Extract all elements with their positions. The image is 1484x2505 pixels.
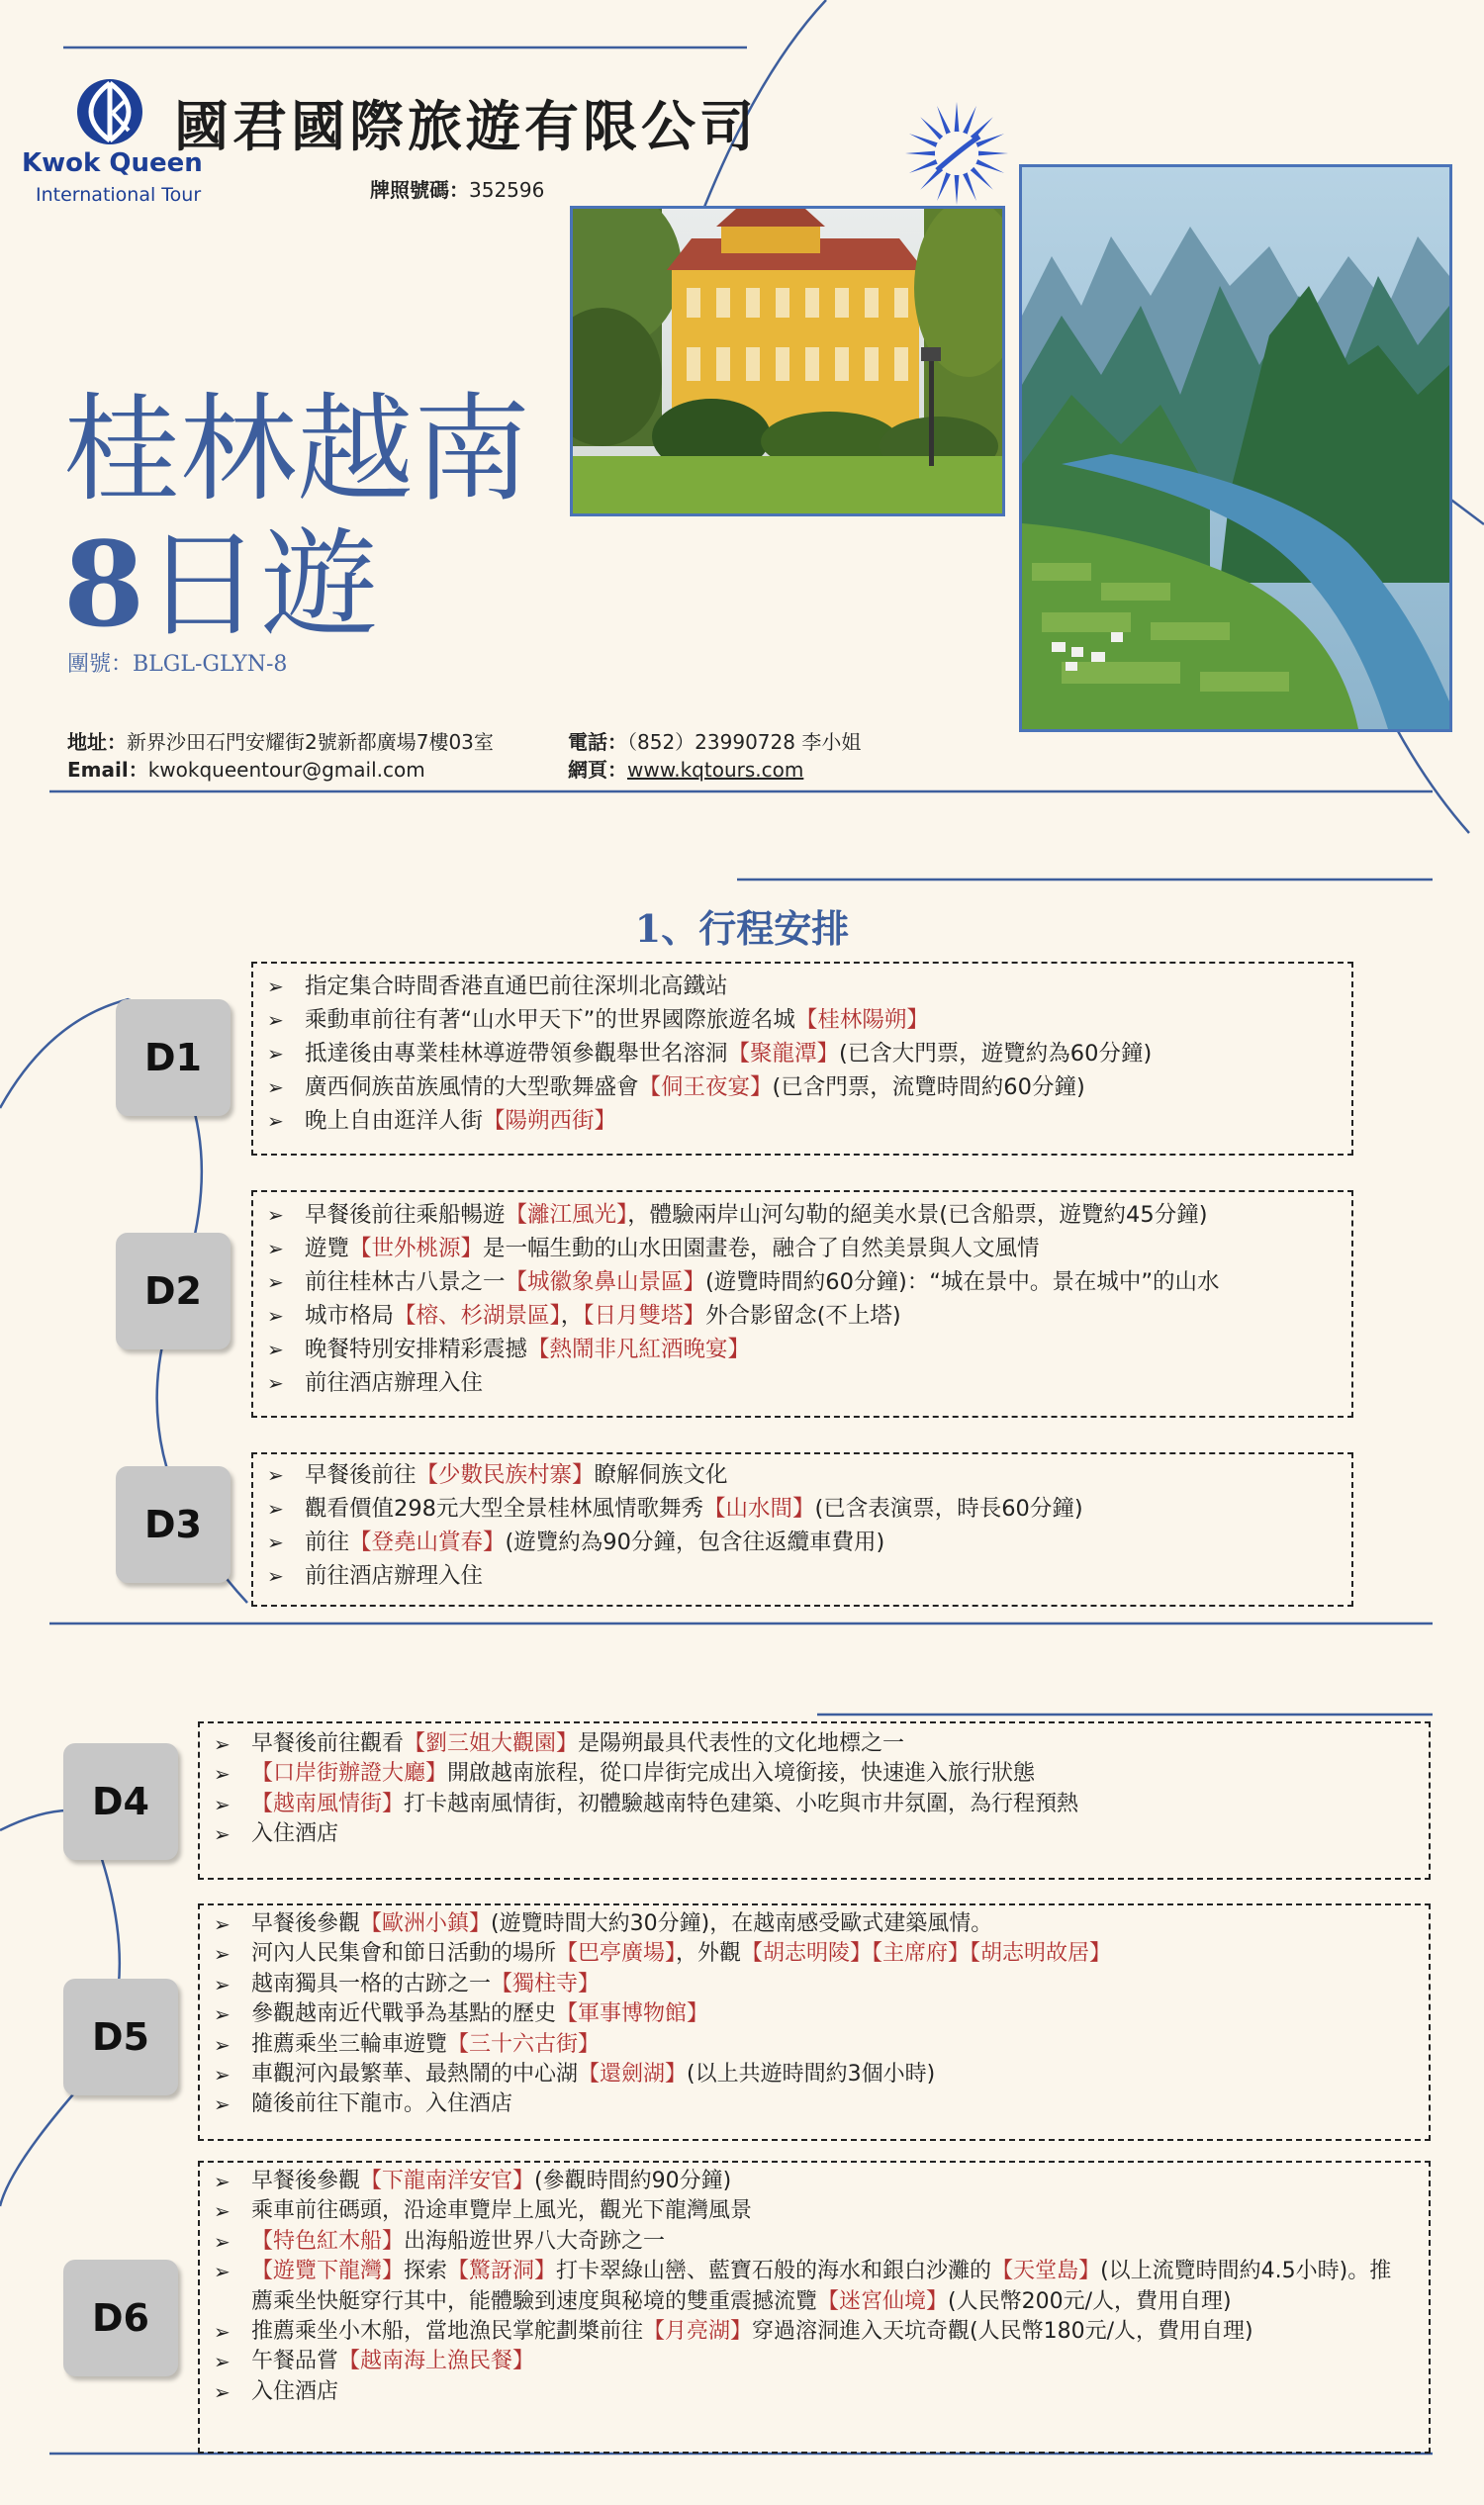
item-text: 外合影留念(不上塔) bbox=[705, 1303, 901, 1329]
highlight-place: 【劉三姐大觀園】 bbox=[404, 1731, 579, 1756]
item-text: ， bbox=[560, 1303, 584, 1329]
highlight-place: 【下龍南洋安官】 bbox=[360, 2169, 535, 2193]
arrow-bullet-icon: ➢ bbox=[214, 2170, 231, 2193]
item-text: 早餐後參觀 bbox=[251, 2169, 361, 2193]
item-text: 入住酒店 bbox=[251, 1821, 339, 1847]
palace-photo bbox=[570, 206, 1005, 516]
arrow-bullet-icon: ➢ bbox=[267, 1042, 284, 1066]
item-text: 探索 bbox=[404, 2259, 448, 2284]
website-link[interactable]: www.kqtours.com bbox=[627, 758, 804, 782]
highlight-place: 【世外桃源】 bbox=[349, 1236, 484, 1261]
phone-line bbox=[568, 726, 861, 755]
itinerary-item bbox=[253, 1559, 1351, 1593]
highlight-place: 【侗王夜宴】 bbox=[638, 1074, 773, 1100]
itinerary-item bbox=[200, 1970, 1429, 1999]
item-text: 打卡翠綠山巒、藍寶石般的海水和銀白沙灘的 bbox=[556, 2259, 992, 2284]
highlight-place: 【胡志明陵】【主席府】【胡志明故居】 bbox=[741, 1941, 1112, 1967]
item-text: 車觀河內最繁華、最熱鬧的中心湖 bbox=[251, 2062, 579, 2088]
itinerary-item bbox=[253, 1104, 1351, 1138]
itinerary-item bbox=[253, 1299, 1351, 1333]
arrow-bullet-icon: ➢ bbox=[267, 1531, 284, 1554]
itinerary-item bbox=[253, 1265, 1351, 1299]
arrow-bullet-icon: ➢ bbox=[214, 2379, 231, 2404]
arrow-bullet-icon: ➢ bbox=[214, 2002, 231, 2027]
arrow-bullet-icon: ➢ bbox=[214, 1732, 231, 1756]
highlight-place: 【榕、杉湖景區】 bbox=[394, 1303, 561, 1329]
item-text: 指定集合時間香港直通巴前往深圳北高鐵站 bbox=[305, 974, 728, 999]
sun-ray bbox=[920, 117, 943, 139]
day-tag-d5: D5 bbox=[63, 1979, 178, 2095]
sun-ray bbox=[909, 134, 938, 147]
item-text: 入住酒店 bbox=[251, 2378, 339, 2404]
arrow-bullet-icon: ➢ bbox=[214, 1912, 231, 1936]
highlight-place: 【特色紅木船】 bbox=[251, 2228, 405, 2254]
day-tag-d6: D6 bbox=[63, 2260, 178, 2376]
arrow-bullet-icon: ➢ bbox=[267, 1338, 284, 1361]
itinerary-item bbox=[200, 1999, 1429, 2029]
email-line bbox=[67, 754, 425, 783]
highlight-place: 【月亮湖】 bbox=[643, 2319, 753, 2345]
itinerary-item bbox=[200, 1819, 1429, 1849]
item-text: (以上流覽時間約4.5小時)。推薦乘坐快艇穿行其中，能體驗到速度與秘境的雙重震撼流覽 bbox=[251, 2259, 1392, 2314]
item-text: 早餐後前往乘船暢遊 bbox=[305, 1202, 506, 1228]
arrow-bullet-icon: ➢ bbox=[214, 2260, 231, 2284]
arrow-bullet-icon: ➢ bbox=[214, 2063, 231, 2088]
item-text: 早餐後參觀 bbox=[251, 1911, 361, 1936]
tour-code-value: BLGL-GLYN-8 bbox=[133, 652, 288, 677]
sun-ray bbox=[963, 106, 976, 135]
itinerary-list-d5 bbox=[200, 1909, 1429, 2120]
guilin-landscape-photo bbox=[1019, 164, 1452, 732]
highlight-place: 【陽朔西街】 bbox=[483, 1108, 617, 1134]
item-text: 前往桂林古八景之一 bbox=[305, 1269, 506, 1295]
item-text: 推薦乘坐小木船，當地漁民掌舵劃槳前往 bbox=[251, 2319, 644, 2345]
highlight-place: 【聚龍潭】 bbox=[727, 1041, 840, 1067]
arrow-bullet-icon: ➢ bbox=[214, 2032, 231, 2057]
kq-logo-icon bbox=[75, 77, 144, 146]
highlight-place: 【少數民族村寨】 bbox=[416, 1462, 595, 1488]
website-line bbox=[568, 754, 803, 783]
tour-code-label: 團號： bbox=[67, 652, 134, 677]
item-text: 晚餐特別安排精彩震撼 bbox=[305, 1337, 528, 1362]
item-text: 是陽朔最具代表性的文化地標之一 bbox=[578, 1731, 905, 1756]
sun-ray bbox=[905, 151, 935, 156]
day-box-d5 bbox=[198, 1903, 1431, 2141]
itinerary-item bbox=[253, 1526, 1351, 1559]
sun-ray bbox=[963, 172, 976, 201]
itinerary-item bbox=[200, 2196, 1429, 2226]
arrow-bullet-icon: ➢ bbox=[267, 1109, 284, 1133]
email-label: Email： bbox=[67, 758, 148, 782]
item-text: 早餐後前往觀看 bbox=[251, 1731, 405, 1756]
item-text: (已含門票，流覽時間約60分鐘) bbox=[772, 1074, 1085, 1100]
website-label: 網頁： bbox=[568, 758, 627, 782]
arrow-bullet-icon: ➢ bbox=[214, 2229, 231, 2254]
itinerary-list-d2 bbox=[253, 1198, 1351, 1400]
itinerary-item bbox=[200, 2060, 1429, 2089]
highlight-place: 【三十六古街】 bbox=[447, 2031, 601, 2057]
item-text: ，外觀 bbox=[676, 1941, 742, 1967]
arrow-bullet-icon: ➢ bbox=[267, 1463, 284, 1487]
item-text: 是一幅生動的山水田園畫卷，融合了自然美景與人文風情 bbox=[483, 1236, 1040, 1261]
item-text: 前往 bbox=[305, 1530, 350, 1555]
item-text: 午餐品嘗 bbox=[251, 2349, 339, 2374]
item-text: 推薦乘坐三輪車遊覽 bbox=[251, 2031, 448, 2057]
arrow-bullet-icon: ➢ bbox=[214, 1822, 231, 1847]
sun-ray bbox=[975, 159, 1004, 173]
item-text: 瞭解侗族文化 bbox=[594, 1462, 728, 1488]
address-label: 地址： bbox=[67, 730, 127, 754]
sunburst-icon bbox=[902, 99, 1011, 208]
arrow-bullet-icon: ➢ bbox=[267, 1564, 284, 1588]
item-text: 遊覽 bbox=[305, 1236, 350, 1261]
itinerary-item bbox=[253, 1198, 1351, 1232]
arrow-bullet-icon: ➢ bbox=[214, 2199, 231, 2224]
day-tag-d4: D4 bbox=[63, 1743, 178, 1860]
arrow-bullet-icon: ➢ bbox=[267, 1008, 284, 1032]
day-box-d2 bbox=[251, 1190, 1353, 1418]
item-text: (已含表演票，時長60分鐘) bbox=[814, 1496, 1083, 1522]
itinerary-item bbox=[253, 970, 1351, 1003]
sun-ray bbox=[978, 151, 1008, 156]
day-tag-d2: D2 bbox=[116, 1233, 231, 1349]
brand-name: Kwok Queen bbox=[22, 148, 203, 178]
item-text: 早餐後前往 bbox=[305, 1462, 417, 1488]
license-label: 牌照號碼： bbox=[370, 178, 469, 202]
highlight-place: 【灕江風光】 bbox=[505, 1202, 628, 1228]
arrow-bullet-icon: ➢ bbox=[214, 2092, 231, 2117]
highlight-place: 【驚訝洞】 bbox=[447, 2259, 557, 2284]
highlight-place: 【熱鬧非凡紅酒晚宴】 bbox=[527, 1337, 751, 1362]
item-text: 隨後前往下龍市。入住酒店 bbox=[251, 2091, 513, 2117]
highlight-place: 【山水間】 bbox=[702, 1496, 815, 1522]
sun-ray bbox=[955, 175, 960, 205]
tour-code bbox=[67, 647, 287, 678]
itinerary-item bbox=[253, 1037, 1351, 1070]
itinerary-item bbox=[253, 1366, 1351, 1400]
highlight-place: 【城徽象鼻山景區】 bbox=[505, 1269, 706, 1295]
highlight-place: 【軍事博物館】 bbox=[556, 2001, 709, 2027]
highlight-place: 【口岸街辦證大廳】 bbox=[251, 1761, 448, 1787]
email-value[interactable]: kwokqueentour@gmail.com bbox=[147, 758, 425, 782]
highlight-place: 【迷宮仙境】 bbox=[817, 2288, 949, 2314]
itinerary-list-d4 bbox=[200, 1729, 1429, 1850]
arrow-bullet-icon: ➢ bbox=[267, 1203, 284, 1227]
item-text: 開啟越南旅程，從口岸街完成出入境銜接，快速進入旅行狀態 bbox=[447, 1761, 1036, 1787]
highlight-place: 【日月雙塔】 bbox=[583, 1303, 706, 1329]
item-text: 晚上自由逛洋人街 bbox=[305, 1108, 484, 1134]
arrow-bullet-icon: ➢ bbox=[267, 1270, 284, 1294]
itinerary-item bbox=[253, 1232, 1351, 1265]
itinerary-list-d6 bbox=[200, 2167, 1429, 2407]
itinerary-list-d1 bbox=[253, 970, 1351, 1138]
sun-ray bbox=[971, 167, 993, 190]
sun-ray bbox=[975, 134, 1004, 147]
arrow-bullet-icon: ➢ bbox=[214, 2320, 231, 2345]
item-text: 河內人民集會和節日活動的場所 bbox=[251, 1941, 557, 1967]
item-text: 廣西侗族苗族風情的大型歌舞盛會 bbox=[305, 1074, 639, 1100]
arrow-bullet-icon: ➢ bbox=[214, 2350, 231, 2374]
highlight-place: 【巴亭廣場】 bbox=[556, 1941, 677, 1967]
item-text: 乘車前往碼頭，沿途車覽岸上風光，觀光下龍灣風景 bbox=[251, 2198, 753, 2224]
tour-title-line2 bbox=[63, 515, 379, 653]
sun-ray bbox=[937, 172, 951, 201]
item-text: (遊覽時間約60分鐘)：“城在景中。景在城中”的山水 bbox=[705, 1269, 1220, 1295]
highlight-place: 【越南風情街】 bbox=[251, 1791, 405, 1816]
sun-ray bbox=[909, 159, 938, 173]
item-text: 觀看價值298元大型全景桂林風情歌舞秀 bbox=[305, 1496, 703, 1522]
address-value: 新界沙田石門安耀街2號新都廣場7樓03室 bbox=[127, 730, 494, 754]
item-text: 抵達後由專業桂林導遊帶領參觀舉世名溶洞 bbox=[305, 1041, 728, 1067]
day-box-d4 bbox=[198, 1721, 1431, 1880]
itinerary-item bbox=[253, 1458, 1351, 1492]
itinerary-item bbox=[200, 1790, 1429, 1819]
arrow-bullet-icon: ➢ bbox=[267, 1237, 284, 1260]
item-text: (遊覽約為90分鐘，包含往返纜車費用) bbox=[505, 1530, 885, 1555]
item-text: 穿過溶洞進入天坑奇觀(人民幣180元/人，費用自理) bbox=[752, 2319, 1253, 2345]
item-text: 打卡越南風情街，初體驗越南特色建築、小吃與市井氛圍，為行程預熱 bbox=[404, 1791, 1079, 1816]
item-text: (以上共遊時間約3個小時) bbox=[687, 2062, 936, 2088]
day-box-d1 bbox=[251, 962, 1353, 1156]
item-text: (人民幣200元/人，費用自理) bbox=[948, 2288, 1232, 2314]
phone-value: （852）23990728 李小姐 bbox=[627, 730, 862, 754]
item-text: 前往酒店辦理入住 bbox=[305, 1370, 484, 1396]
arrow-bullet-icon: ➢ bbox=[214, 1942, 231, 1967]
arrow-bullet-icon: ➢ bbox=[267, 1497, 284, 1521]
sun-ray bbox=[971, 117, 993, 139]
itinerary-item bbox=[200, 1939, 1429, 1969]
arrow-bullet-icon: ➢ bbox=[267, 974, 284, 998]
sun-ray bbox=[937, 106, 951, 135]
tour-title-line1: 桂林越南 bbox=[63, 381, 531, 517]
address-line bbox=[67, 726, 494, 755]
arrow-bullet-icon: ➢ bbox=[267, 1075, 284, 1099]
item-text: 乘動車前往有著“山水甲天下”的世界國際旅遊名城 bbox=[305, 1007, 795, 1033]
itinerary-item bbox=[253, 1003, 1351, 1037]
itinerary-item bbox=[200, 2347, 1429, 2376]
itinerary-item bbox=[200, 2089, 1429, 2119]
itinerary-item bbox=[253, 1333, 1351, 1366]
highlight-place: 【獨柱寺】 bbox=[491, 1971, 601, 1996]
day-box-d6 bbox=[198, 2161, 1431, 2454]
tour-days-text: 日遊 bbox=[144, 516, 379, 653]
sun-ray bbox=[955, 102, 960, 132]
highlight-place: 【天堂島】 bbox=[991, 2259, 1101, 2284]
brand-tagline: International Tour bbox=[36, 184, 202, 206]
tour-days-number: 8 bbox=[63, 515, 145, 653]
highlight-place: 【歐洲小鎮】 bbox=[360, 1911, 492, 1936]
arrow-bullet-icon: ➢ bbox=[267, 1304, 284, 1328]
itinerary-item bbox=[200, 2317, 1429, 2347]
item-text: (已含大門票，遊覽約為60分鐘) bbox=[839, 1041, 1153, 1067]
item-text: 城市格局 bbox=[305, 1303, 395, 1329]
item-text: 越南獨具一格的古跡之一 bbox=[251, 1971, 492, 1996]
itinerary-item bbox=[253, 1070, 1351, 1104]
license-value: 352596 bbox=[469, 178, 545, 202]
itinerary-item bbox=[200, 1759, 1429, 1789]
highlight-place: 【還劍湖】 bbox=[578, 2062, 688, 2088]
arrow-bullet-icon: ➢ bbox=[214, 1792, 231, 1816]
item-text: (遊覽時間大約30分鐘)，在越南感受歐式建築風情。 bbox=[491, 1911, 993, 1936]
arrow-bullet-icon: ➢ bbox=[214, 1972, 231, 1996]
itinerary-item bbox=[200, 2257, 1429, 2317]
itinerary-item bbox=[200, 2167, 1429, 2196]
itinerary-list-d3 bbox=[253, 1458, 1351, 1593]
itinerary-item bbox=[200, 1909, 1429, 1939]
itinerary-item bbox=[200, 1729, 1429, 1759]
day-box-d3 bbox=[251, 1452, 1353, 1607]
arrow-bullet-icon: ➢ bbox=[267, 1371, 284, 1395]
highlight-place: 【越南海上漁民餐】 bbox=[338, 2349, 535, 2374]
arrow-bullet-icon: ➢ bbox=[214, 1762, 231, 1787]
company-name: 國君國際旅遊有限公司 bbox=[174, 94, 759, 158]
highlight-place: 【登堯山賞春】 bbox=[349, 1530, 506, 1555]
itinerary-item bbox=[200, 2227, 1429, 2257]
itinerary-item bbox=[200, 2377, 1429, 2407]
item-text: 出海船遊世界八大奇跡之一 bbox=[404, 2228, 666, 2254]
item-text: ，體驗兩岸山河勾勒的絕美水景(已含船票，遊覽約45分鐘) bbox=[627, 1202, 1208, 1228]
section-title: 1、行程安排 bbox=[634, 906, 850, 951]
license-number bbox=[370, 174, 544, 203]
itinerary-item bbox=[200, 2030, 1429, 2060]
itinerary-item bbox=[253, 1492, 1351, 1526]
item-text: 參觀越南近代戰爭為基點的歷史 bbox=[251, 2001, 557, 2027]
day-tag-d1: D1 bbox=[116, 999, 231, 1116]
phone-label: 電話： bbox=[568, 730, 627, 754]
item-text: (參觀時間約90分鐘) bbox=[534, 2169, 732, 2193]
highlight-place: 【桂林陽朔】 bbox=[794, 1007, 929, 1033]
item-text: 前往酒店辦理入住 bbox=[305, 1563, 484, 1589]
day-tag-d3: D3 bbox=[116, 1466, 231, 1583]
highlight-place: 【遊覽下龍灣】 bbox=[251, 2259, 405, 2284]
